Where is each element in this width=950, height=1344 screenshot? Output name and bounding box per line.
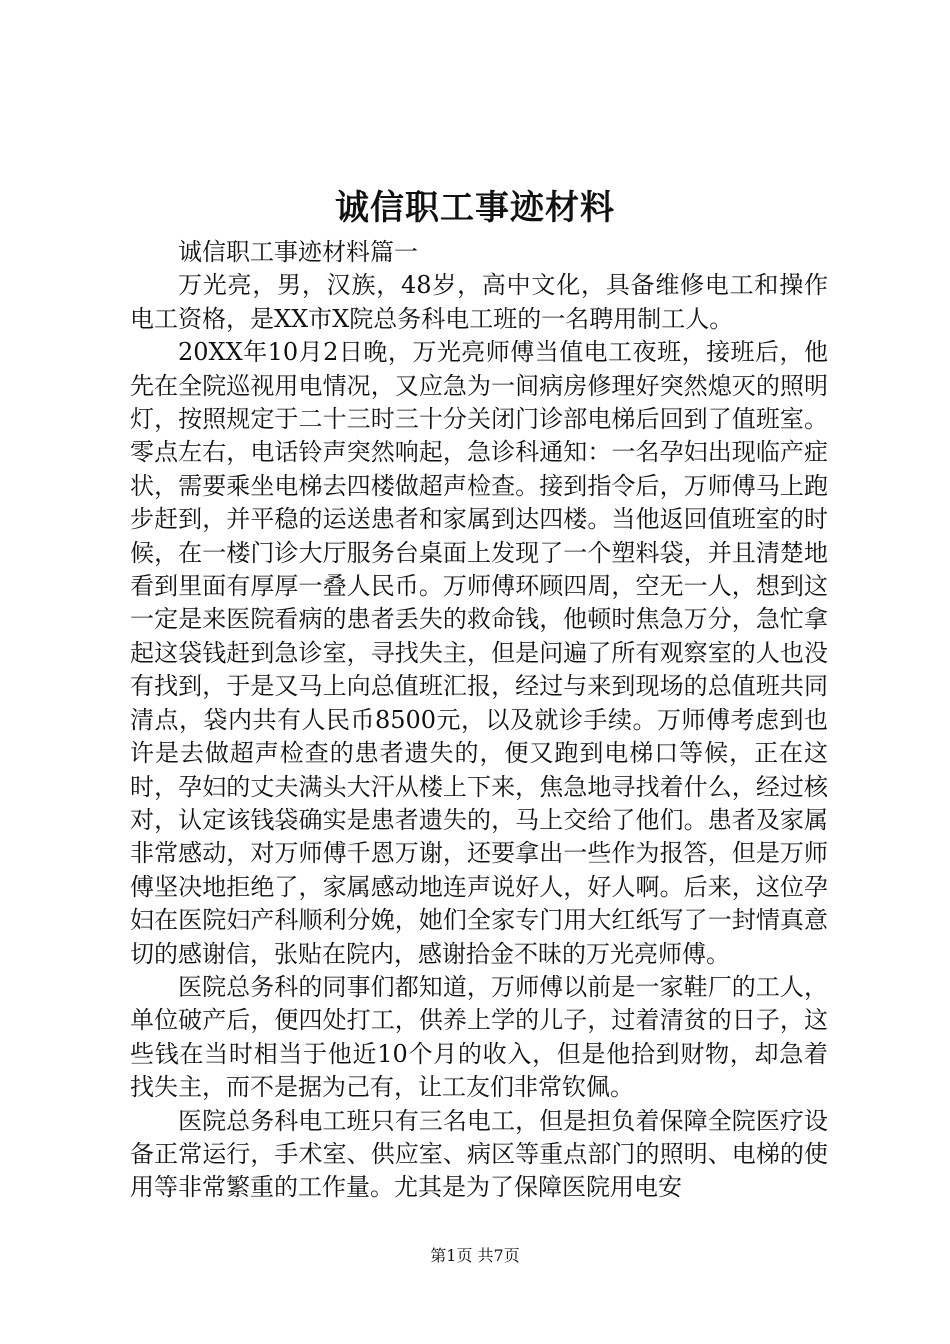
page-number-footer: 第1页 共7页 bbox=[430, 1246, 520, 1265]
paragraph-incident: 20XX年10月2日晚，万光亮师傅当值电工夜班，接班后，他先在全院巡视用电情况，又应急为一间病房修理好突然熄灭的照明灯，按照规定于二十三时三十分关闭门诊部电梯后回到了值班室。零点左右，电话铃声突然响起，急诊科通知：一名孕妇出现临产症状，需要乘坐电梯去四楼做超声检查。接到指令后，万师傅马上跑步赶到，并平稳的运送患者和家属到达四楼。当他返回值班室的时候，在一楼门诊大厅服务台桌面上发现了一个塑料袋，并且清楚地看到里面有厚厚一叠人民币。万师傅环顾四周，空无一人，想到这一定是来医院看病的患者丢失的救命钱，他顿时焦急万分，急忙拿起这袋钱赶到急诊室，寻找失主，但是问遍了所有观察室的人也没有找到，于是又马上向总值班汇报，经过与来到现场的总值班共同清点，袋内共有人民币8500元，以及就诊手续。万师傅考虑到也许是去做超声检查的患者遗失的，便又跑到电梯口等候，正在这时，孕妇的丈夫满头大汗从楼上下来，焦急地寻找着什么，经过核对，认定该钱袋确实是患者遗失的，马上交给了他们。患者及家属非常感动，对万师傅千恩万谢，还要拿出一些作为报答，但是万师傅坚决地拒绝了，家属感动地连声说好人，好人啊。后来，这位孕妇在医院妇产科顺利分娩，她们全家专门用大红纸写了一封情真意切的感谢信，张贴在院内，感谢拾金不昧的万光亮师傅。 bbox=[130, 338, 828, 968]
paragraph-background: 医院总务科的同事们都知道，万师傅以前是一家鞋厂的工人，单位破产后，便四处打工，供养上学的儿子，过着清贫的日子，这些钱在当时相当于他近10个月的收入，但是他拾到财物，却急着找失主，而不是据为己有，让工友们非常钦佩。 bbox=[130, 972, 828, 1102]
paragraph-intro: 万光亮，男，汉族，48岁，高中文化，具备维修电工和操作电工资格，是XX市X院总务科电工班的一名聘用制工人。 bbox=[130, 271, 828, 333]
document-body bbox=[130, 236, 828, 1205]
document-title: 诚信职工事迹材料 bbox=[335, 188, 615, 228]
paragraph-workload: 医院总务科电工班只有三名电工，但是担负着保障全院医疗设备正常运行，手术室、供应室、病区等重点部门的照明、电梯的使用等非常繁重的工作量。尤其是为了保障医院用电安 bbox=[130, 1106, 828, 1202]
paragraph-subtitle: 诚信职工事迹材料篇一 bbox=[178, 238, 418, 266]
